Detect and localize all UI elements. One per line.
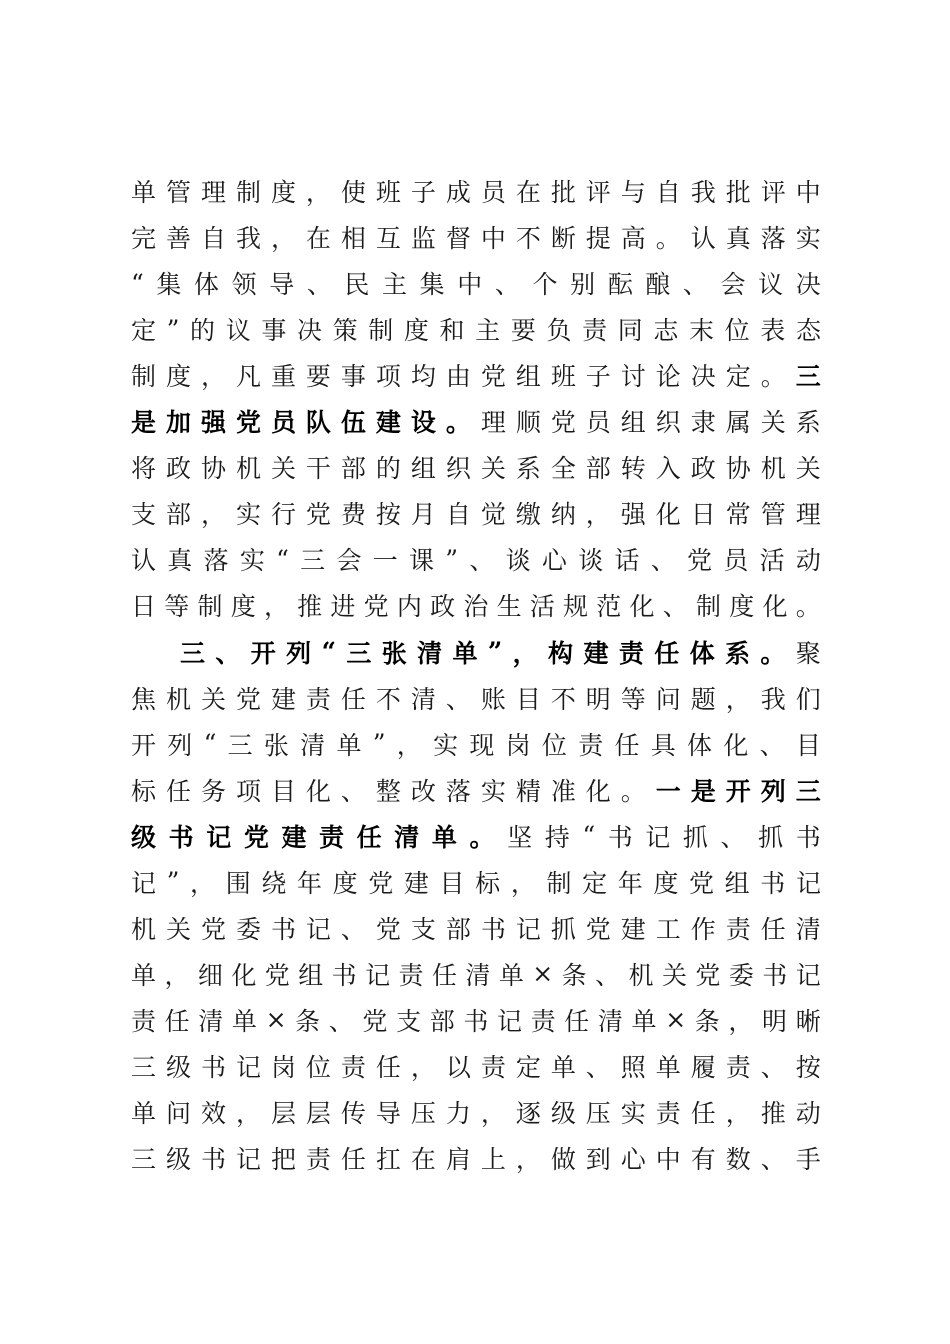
text-line: 单 管 理 制 度 ， 使 班 子 成 员 在 批 评 与 自 我 批 评 中 [131, 178, 821, 207]
text-line: 支 部 ， 实 行 党 费 按 月 自 觉 缴 纳 ， 强 化 日 常 管 理 [131, 500, 821, 530]
text-line: 日 等 制 度 ， 推 进 党 内 政 治 生 活 规 范 化 、 制 度 化 。 [131, 592, 821, 622]
text-line: 标 任 务 项 目 化 、 整 改 落 实 精 准 化 。 一 是 开 列 三 [131, 776, 821, 806]
text-line: 记 ” ， 围 绕 年 度 党 建 目 标 ， 制 定 年 度 党 组 书 记 [131, 867, 821, 898]
text-line: 三 、 开 列 “ 三 张 清 单 ” ， 构 建 责 任 体 系 。 聚 [180, 637, 821, 668]
text-line: 完 善 自 我 ， 在 相 互 监 督 中 不 断 提 高 。 认 真 落 实 [131, 224, 821, 254]
text-line: 定 ” 的 议 事 决 策 制 度 和 主 要 负 责 同 志 末 位 表 态 [131, 314, 821, 346]
text-line: 三 级 书 记 把 责 任 扛 在 肩 上 ， 做 到 心 中 有 数 、 手 [131, 1145, 821, 1175]
text-line: “ 集 体 领 导 、 民 主 集 中 、 个 别 酝 酿 、 会 议 决 [131, 268, 821, 300]
text-line: 级 书 记 党 建 责 任 清 单 。 坚 持 “ 书 记 抓 、 抓 书 [131, 821, 821, 852]
text-line: 单 问 效 ， 层 层 传 导 压 力 ， 逐 级 压 实 责 任 ， 推 动 [131, 1099, 821, 1128]
text-line: 将 政 协 机 关 干 部 的 组 织 关 系 全 部 转 入 政 协 机 关 [131, 454, 821, 484]
text-line: 焦 机 关 党 建 责 任 不 清 、 账 目 不 明 等 问 题 ， 我 们 [131, 684, 821, 714]
text-line: 单 ， 细 化 党 组 书 记 责 任 清 单 × 条 、 机 关 党 委 书 记 [131, 959, 821, 990]
text-line: 开 列 “ 三 张 清 单 ” ， 实 现 岗 位 责 任 具 体 化 、 目 [131, 729, 821, 760]
text-line: 制 度 ， 凡 重 要 事 项 均 由 党 组 班 子 讨 论 决 定 。 三 [131, 362, 821, 392]
text-line: 责 任 清 单 × 条 、 党 支 部 书 记 责 任 清 单 × 条 ， 明 晰 [131, 1005, 821, 1036]
text-line: 是 加 强 党 员 队 伍 建 设 。 理 顺 党 员 组 织 隶 属 关 系 [131, 408, 821, 438]
text-line: 三 级 书 记 岗 位 责 任 ， 以 责 定 单 、 照 单 履 责 、 按 [131, 1052, 821, 1082]
text-line: 机 关 党 委 书 记 、 党 支 部 书 记 抓 党 建 工 作 责 任 清 [131, 914, 821, 944]
text-line: 认 真 落 实 “ 三 会 一 课 ” 、 谈 心 谈 话 、 党 员 活 动 [131, 544, 821, 576]
